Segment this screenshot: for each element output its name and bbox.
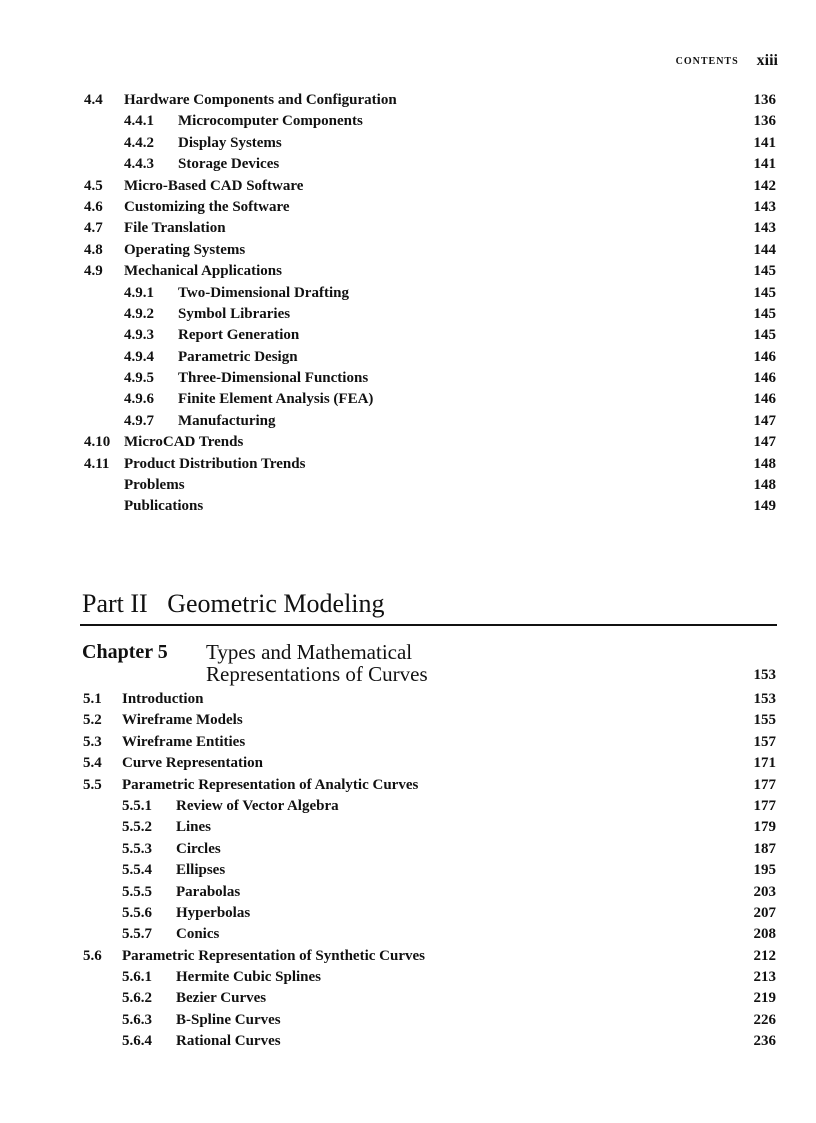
toc-entry-title: Storage Devices — [178, 156, 280, 173]
toc-entry — [0, 988, 816, 1009]
toc-entry — [0, 432, 816, 453]
toc-entry-page: 171 — [753, 755, 776, 772]
toc-entry-number: 4.7 — [84, 220, 103, 237]
toc-entry-page: 207 — [753, 904, 776, 921]
toc-entry-title: Parametric Design — [178, 348, 298, 365]
toc-entry-number: 5.5.7 — [122, 926, 152, 943]
toc-entry — [0, 967, 816, 988]
toc-entry-title: Microcomputer Components — [178, 113, 363, 130]
part-title: Part II Geometric Modeling — [82, 589, 385, 618]
toc-entry-title: Introduction — [122, 691, 204, 707]
toc-entry-title: Two-Dimensional Drafting — [178, 284, 349, 301]
toc-entry-page: 145 — [753, 327, 776, 344]
toc-entry-title: Parametric Representation of Analytic Curves — [122, 776, 419, 793]
toc-entry-title: Parabolas — [176, 883, 241, 900]
toc-entry-number: 5.4 — [83, 755, 102, 772]
chapter-page: 153 — [753, 667, 776, 683]
toc-entry-number: 4.8 — [84, 241, 103, 258]
toc-entry-number: 4.4 — [84, 92, 103, 108]
toc-entry-page: 177 — [753, 776, 776, 793]
toc-entry-page: 146 — [753, 391, 776, 408]
toc-entry-title: Hardware Components and Configuration — [124, 92, 397, 108]
chapter-title-line1: Types and Mathematical — [206, 640, 413, 664]
toc-entry-page: 141 — [753, 134, 776, 151]
running-header — [0, 52, 778, 70]
toc-entry-title: Finite Element Analysis (FEA) — [178, 391, 374, 408]
toc-entry-number: 5.5.6 — [122, 904, 152, 921]
toc-entry-title: Wireframe Entities — [122, 733, 246, 750]
toc-entry-title: Ellipses — [176, 862, 226, 879]
toc-entry-number: 5.5.3 — [122, 840, 152, 857]
toc-entry-number: 4.4.3 — [124, 156, 154, 173]
toc-entry — [0, 368, 816, 389]
toc-entry-title: Hermite Cubic Splines — [176, 969, 321, 986]
toc-entry — [0, 689, 816, 710]
part-divider — [80, 624, 777, 626]
toc-entry-page: 155 — [753, 712, 776, 729]
toc-entry-title: Parametric Representation of Synthetic Curves — [122, 947, 425, 964]
toc-entry — [0, 946, 816, 967]
toc-entry-page: 148 — [753, 477, 776, 494]
toc-entry-number: 5.5.5 — [122, 883, 152, 900]
toc-entry-page: 146 — [753, 348, 776, 365]
toc-entry — [0, 475, 816, 496]
toc-entry-number: 4.5 — [84, 177, 103, 194]
toc-entry — [0, 1010, 816, 1031]
toc-entry-number: 5.3 — [83, 733, 102, 750]
page-number: xiii — [756, 52, 778, 70]
toc-entry-page: 147 — [753, 412, 776, 429]
chapter-label: Chapter 5 — [82, 641, 168, 663]
toc-entry-title: Hyperbolas — [176, 904, 251, 921]
toc-entry-page: 146 — [753, 370, 776, 387]
running-header-title: CONTENTS — [675, 55, 739, 67]
toc-entry-page: 179 — [753, 819, 776, 836]
toc-entry-number: 4.9 — [84, 263, 103, 280]
toc-entry-number: 4.9.5 — [124, 370, 154, 387]
toc-entry-number: 4.9.6 — [124, 391, 154, 408]
chapter-title-line2: Representations of Curves — [206, 662, 428, 686]
toc-entry-page: 136 — [753, 92, 776, 108]
toc-entry-page: 195 — [753, 862, 776, 879]
toc-entry-page: 149 — [753, 498, 776, 515]
toc-entry-number: 4.11 — [84, 455, 110, 472]
toc-entry-page: 212 — [753, 947, 776, 964]
toc-entry-page: 143 — [753, 198, 776, 215]
toc-list-top — [0, 90, 816, 518]
toc-entry-title: MicroCAD Trends — [124, 434, 244, 451]
toc-entry — [0, 325, 816, 346]
toc-entry-title: B-Spline Curves — [176, 1011, 281, 1028]
toc-entry-number: 5.6.2 — [122, 990, 152, 1007]
toc-entry-number: 4.9.2 — [124, 305, 154, 322]
toc-entry — [0, 860, 816, 881]
toc-entry-number: 5.6.1 — [122, 969, 152, 986]
toc-entry-title: Customizing the Software — [124, 198, 290, 215]
toc-entry — [0, 111, 816, 132]
toc-entry-title: Micro-Based CAD Software — [124, 177, 304, 194]
toc-entry-page: 144 — [753, 241, 776, 258]
toc-entry-page: 145 — [753, 284, 776, 301]
toc-entry-page: 157 — [753, 733, 776, 750]
toc-entry-number: 4.9.3 — [124, 327, 154, 344]
toc-entry-page: 236 — [753, 1033, 776, 1050]
toc-entry-title: File Translation — [124, 220, 226, 237]
toc-entry-page: 208 — [753, 926, 776, 943]
toc-entry-title: Review of Vector Algebra — [176, 797, 339, 814]
toc-entry — [0, 133, 816, 154]
toc-entry-number: 4.10 — [84, 434, 111, 451]
toc-entry-number: 4.6 — [84, 198, 103, 215]
toc-entry — [0, 732, 816, 753]
toc-entry-page: 147 — [753, 434, 776, 451]
toc-entry — [0, 154, 816, 175]
toc-entry-title: Manufacturing — [178, 412, 276, 429]
toc-entry-title: Rational Curves — [176, 1033, 281, 1050]
toc-entry-number: 5.5 — [83, 776, 102, 793]
toc-entry-title: Bezier Curves — [176, 990, 267, 1007]
toc-entry — [0, 710, 816, 731]
toc-entry-number: 4.9.7 — [124, 412, 154, 429]
toc-entry — [0, 924, 816, 945]
toc-entry — [0, 496, 816, 517]
toc-entry-title: Operating Systems — [124, 241, 246, 258]
toc-entry-number: 5.6.3 — [122, 1011, 152, 1028]
toc-entry-number: 5.5.1 — [122, 797, 152, 814]
toc-entry — [0, 903, 816, 924]
toc-entry-title: Mechanical Applications — [124, 263, 282, 280]
toc-entry-title: Publications — [124, 498, 204, 515]
toc-entry-number: 4.9.4 — [124, 348, 154, 365]
toc-entry-title: Product Distribution Trends — [124, 455, 306, 472]
toc-entry-page: 177 — [753, 797, 776, 814]
toc-entry-page: 145 — [753, 263, 776, 280]
toc-entry-page: 187 — [753, 840, 776, 857]
toc-entry-title: Wireframe Models — [122, 712, 243, 729]
toc-entry — [0, 218, 816, 239]
toc-entry-page: 136 — [753, 113, 776, 130]
toc-entry-page: 148 — [753, 455, 776, 472]
toc-entry — [0, 240, 816, 261]
toc-entry-title: Problems — [124, 477, 185, 494]
toc-list-bottom — [0, 689, 816, 1053]
toc-entry — [0, 753, 816, 774]
toc-entry-title: Circles — [176, 840, 221, 857]
toc-entry-page: 142 — [753, 177, 776, 194]
toc-entry-number: 5.6 — [83, 947, 102, 964]
toc-entry-title: Curve Representation — [122, 755, 263, 772]
toc-entry-page: 203 — [753, 883, 776, 900]
toc-entry-title: Conics — [176, 926, 220, 943]
toc-entry-number: 5.5.2 — [122, 819, 152, 836]
toc-entry — [0, 796, 816, 817]
toc-entry-number: 5.6.4 — [122, 1033, 152, 1050]
chapter-title — [206, 641, 428, 685]
toc-entry-title: Symbol Libraries — [178, 305, 291, 322]
toc-entry — [0, 347, 816, 368]
toc-entry-title: Lines — [176, 819, 212, 836]
toc-entry — [0, 817, 816, 838]
toc-entry — [0, 176, 816, 197]
toc-entry-number: 4.9.1 — [124, 284, 154, 301]
toc-entry — [0, 283, 816, 304]
toc-entry-page: 153 — [753, 691, 776, 707]
toc-entry-number: 5.5.4 — [122, 862, 152, 879]
toc-entry — [0, 1031, 816, 1052]
toc-entry — [0, 454, 816, 475]
toc-entry — [0, 389, 816, 410]
toc-entry — [0, 304, 816, 325]
toc-entry — [0, 411, 816, 432]
toc-entry-number: 4.4.1 — [124, 113, 154, 130]
toc-entry-page: 143 — [753, 220, 776, 237]
toc-entry-page: 219 — [753, 990, 776, 1007]
toc-entry — [0, 839, 816, 860]
toc-entry-page: 141 — [753, 156, 776, 173]
toc-entry — [0, 775, 816, 796]
toc-entry — [0, 197, 816, 218]
toc-entry-page: 226 — [753, 1011, 776, 1028]
toc-entry-number: 5.1 — [83, 691, 102, 707]
toc-entry — [0, 261, 816, 282]
toc-entry-title: Display Systems — [178, 134, 282, 151]
toc-entry-title: Report Generation — [178, 327, 300, 344]
toc-entry — [0, 882, 816, 903]
toc-entry-number: 4.4.2 — [124, 134, 154, 151]
toc-entry-page: 145 — [753, 305, 776, 322]
toc-entry — [0, 90, 816, 111]
toc-entry-number: 5.2 — [83, 712, 102, 729]
toc-entry-title: Three-Dimensional Functions — [178, 370, 369, 387]
toc-entry-page: 213 — [753, 969, 776, 986]
